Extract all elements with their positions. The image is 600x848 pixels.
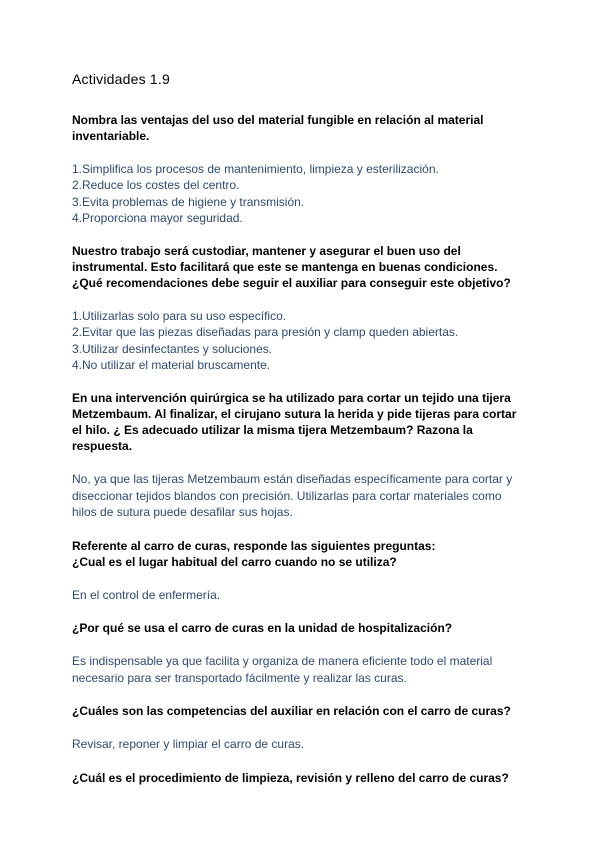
answer-list-2 bbox=[72, 308, 532, 373]
page-title: Actividades 1.9 bbox=[72, 71, 170, 87]
question-line: el hilo. ¿ Es adecuado utilizar la misma tijera Metzembaum? Razona la bbox=[72, 423, 473, 438]
answer-item: 3.Utilizar desinfectantes y soluciones. bbox=[72, 341, 273, 356]
question-line: ¿Por qué se usa el carro de curas en la unidad de hospitalización? bbox=[72, 621, 453, 636]
answer-item: 2.Evitar que las piezas diseñadas para presión y clamp queden abiertas. bbox=[72, 325, 459, 340]
answer-line: necesario para ser transportado fácilmente y realizar las curas. bbox=[72, 670, 407, 685]
answer-item: 1.Utilizarlas solo para su uso específico. bbox=[72, 309, 287, 324]
question-text bbox=[72, 620, 532, 636]
question-line: Nuestro trabajo será custodiar, mantener y asegurar el buen uso del bbox=[72, 244, 461, 259]
question-block-7 bbox=[72, 770, 532, 786]
answer-line: Revisar, reponer y limpiar el carro de curas. bbox=[72, 737, 305, 752]
document-page bbox=[72, 70, 532, 786]
question-block-5 bbox=[72, 620, 532, 636]
question-line: ¿Cuál es el procedimiento de limpieza, revisión y relleno del carro de curas? bbox=[72, 770, 509, 785]
question-line: Referente al carro de curas, responde las siguientes preguntas: bbox=[72, 538, 436, 553]
answer-line: Es indispensable ya que facilita y organiza de manera eficiente todo el material bbox=[72, 654, 493, 669]
question-text bbox=[72, 243, 532, 291]
answer-line: No, ya que las tijeras Metzembaum están diseñadas específicamente para cortar y bbox=[72, 472, 513, 487]
question-text bbox=[72, 770, 532, 786]
answer-item: 1.Simplifica los procesos de mantenimiento, limpieza y esterilización. bbox=[72, 162, 439, 176]
question-line: ¿Cuáles son las competencias del auxiliar en relación con el carro de curas? bbox=[72, 704, 511, 719]
answer-item: 4.No utilizar el material bruscamente. bbox=[72, 358, 271, 373]
question-block-2 bbox=[72, 243, 532, 291]
question-line: Nombra las ventajas del uso del material fungible en relación al material bbox=[72, 113, 484, 127]
answer-paragraph-3 bbox=[72, 471, 532, 521]
question-line: inventariable. bbox=[72, 129, 150, 143]
question-line: ¿Cual es el lugar habitual del carro cuando no se utiliza? bbox=[72, 554, 397, 569]
answer-list-1 bbox=[72, 161, 532, 226]
question-text bbox=[72, 538, 532, 570]
question-text bbox=[72, 112, 532, 144]
answer-item: 2.Reduce los costes del centro. bbox=[72, 178, 240, 193]
answer-line: hilos de sutura puede desafilar sus hojas. bbox=[72, 505, 293, 520]
answer-paragraph-4 bbox=[72, 587, 532, 604]
answer-paragraph-5 bbox=[72, 653, 532, 686]
question-text bbox=[72, 703, 532, 719]
answer-line: diseccionar tejidos blandos con precisión. Utilizarlas para cortar materiales como bbox=[72, 488, 502, 503]
question-line: respuesta. bbox=[72, 439, 133, 454]
question-line: En una intervención quirúrgica se ha utilizado para cortar un tejido una tijera bbox=[72, 391, 511, 406]
question-line: instrumental. Esto facilitará que este se mantenga en buenas condiciones. bbox=[72, 260, 498, 275]
answer-item: 4.Proporciona mayor seguridad. bbox=[72, 210, 243, 225]
question-block-6 bbox=[72, 703, 532, 719]
answer-line: En el control de enfermería. bbox=[72, 587, 221, 602]
question-block-1 bbox=[72, 112, 532, 144]
question-line: Metzembaum. Al finalizar, el cirujano sutura la herida y pide tijeras para cortar bbox=[72, 407, 517, 422]
answer-paragraph-6 bbox=[72, 736, 532, 753]
question-block-4 bbox=[72, 538, 532, 570]
question-line: ¿Qué recomendaciones debe seguir el auxiliar para conseguir este objetivo? bbox=[72, 276, 511, 291]
question-block-3 bbox=[72, 390, 532, 454]
question-text bbox=[72, 390, 532, 454]
answer-item: 3.Evita problemas de higiene y transmisión. bbox=[72, 194, 305, 209]
